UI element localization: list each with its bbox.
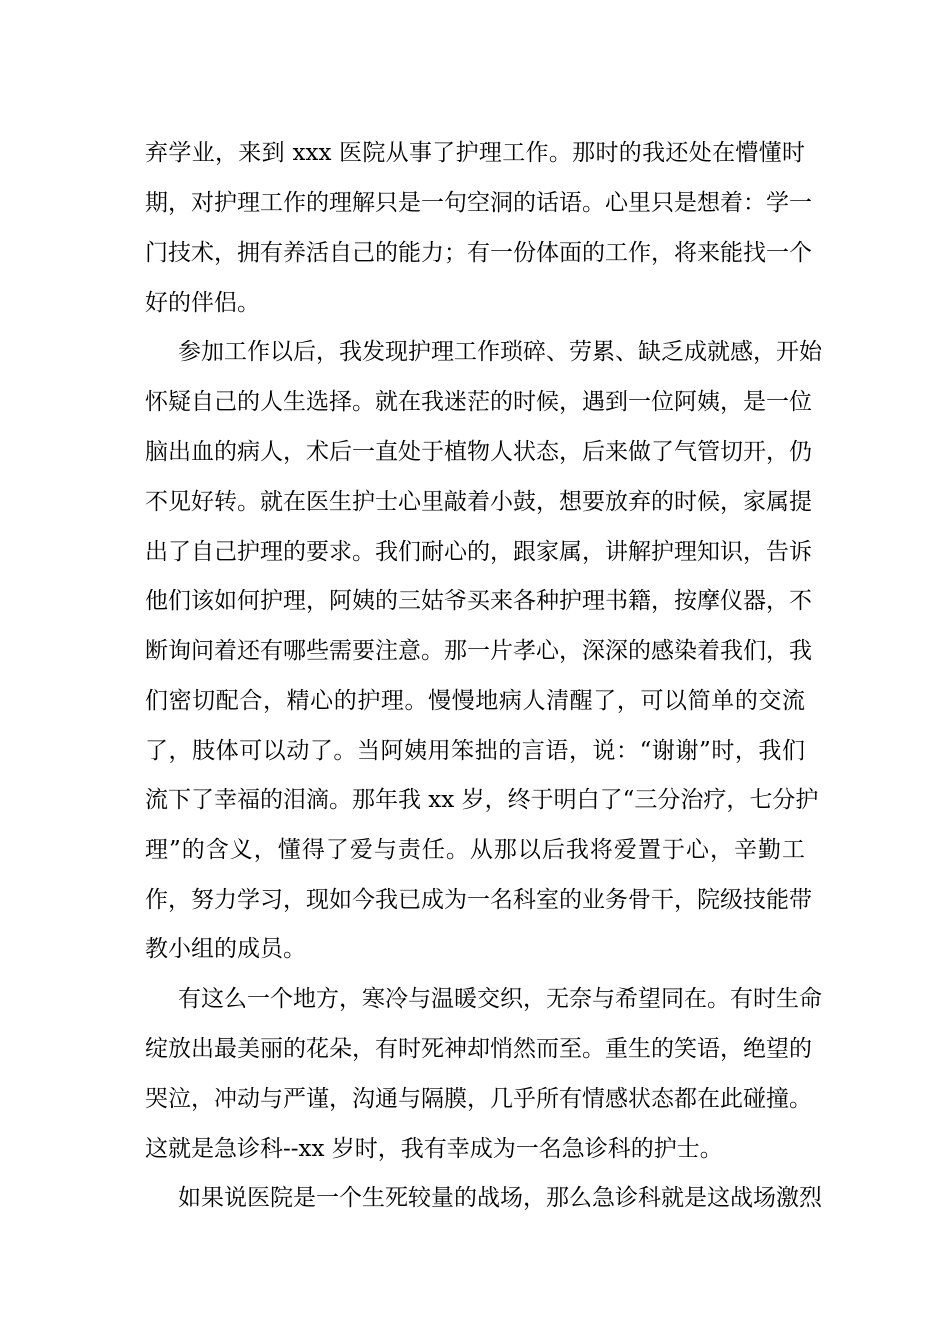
paragraph-line: 断询问着还有哪些需要注意。那一片孝心，深深的感染着我们，我 — [145, 638, 812, 664]
paragraph-line: 有这么一个地方，寒冷与温暖交织，无奈与希望同在。有时生命 — [178, 986, 822, 1012]
paragraph-line: 作，努力学习，现如今我已成为一名科室的业务骨干，院级技能带 — [145, 887, 812, 913]
paragraph-line: 了，肢体可以动了。当阿姨用笨拙的言语，说：“谢谢”时，我们 — [145, 738, 805, 764]
paragraph-line: 弃学业，来到 xxx 医院从事了护理工作。那时的我还处在懵懂时 — [145, 140, 805, 166]
paragraph-line: 期，对护理工作的理解只是一句空洞的话语。心里只是想着：学一 — [145, 190, 812, 216]
paragraph-line: 这就是急诊科--xx 岁时，我有幸成为一名急诊科的护士。 — [145, 1136, 723, 1162]
paragraph-line: 出了自己护理的要求。我们耐心的，跟家属，讲解护理知识，告诉 — [145, 539, 812, 565]
paragraph-line: 他们该如何护理，阿姨的三姑爷买来各种护理书籍，按摩仪器，不 — [145, 588, 812, 614]
paragraph-line: 教小组的成员。 — [145, 936, 306, 962]
paragraph-line: 流下了幸福的泪滴。那年我 xx 岁，终于明白了“三分治疗，七分护 — [145, 787, 819, 813]
paragraph-line: 门技术，拥有养活自己的能力；有一份体面的工作，将来能找一个 — [145, 240, 812, 266]
paragraph-line: 怀疑自己的人生选择。就在我迷茫的时候，遇到一位阿姨，是一位 — [145, 389, 812, 415]
paragraph-line: 参加工作以后，我发现护理工作琐碎、劳累、缺乏成就感，开始 — [178, 339, 822, 365]
paragraph-line: 绽放出最美丽的花朵，有时死神却悄然而至。重生的笑语，绝望的 — [145, 1036, 812, 1062]
paragraph-line: 哭泣，冲动与严谨，沟通与隔膜，几乎所有情感状态都在此碰撞。 — [145, 1086, 812, 1112]
paragraph-line: 好的伴侣。 — [145, 290, 260, 316]
paragraph-line: 不见好转。就在医生护士心里敲着小鼓，想要放弃的时候，家属提 — [145, 489, 812, 515]
paragraph-line: 们密切配合，精心的护理。慢慢地病人清醒了，可以简单的交流 — [145, 688, 805, 714]
paragraph-line: 如果说医院是一个生死较量的战场，那么急诊科就是这战场激烈 — [178, 1185, 822, 1211]
paragraph-line: 脑出血的病人，术后一直处于植物人状态，后来做了气管切开，仍 — [145, 439, 812, 465]
paragraph-line: 理”的含义，懂得了爱与责任。从那以后我将爱置于心，辛勤工 — [145, 837, 805, 863]
